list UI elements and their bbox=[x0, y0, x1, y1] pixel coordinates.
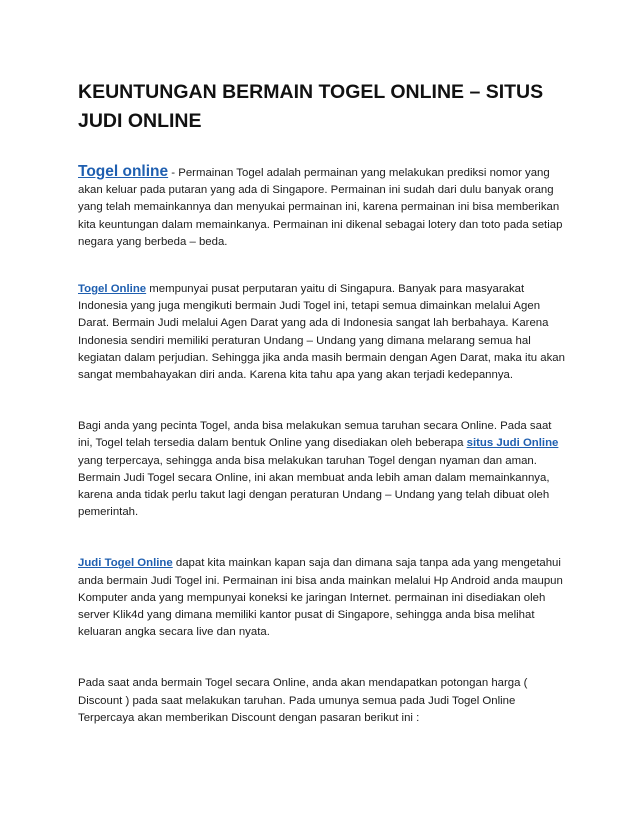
paragraph-text: yang terpercaya, sehingga anda bisa melakukan taruhan Togel dengan nyaman dan aman. Bermain Judi Togel secara Online, ini akan membuat anda lebih aman dalam memainkannya, karena anda tidak perlu takut lagi dengan peraturan Undang – Undang yang telah dibuat oleh pemerintah. bbox=[78, 454, 550, 519]
togel-online-link[interactable]: Togel online bbox=[78, 163, 169, 180]
togel-online-link-2[interactable]: Togel Online bbox=[78, 283, 147, 296]
paragraph-text: mempunyai pusat perputaran yaitu di Singapura. Banyak para masyarakat Indonesia yang juga mengikuti bermain Judi Togel ini, tetapi semua dimainkan melalui Agen Darat. Bermain Judi melalui Agen Darat yang ada di Indonesia sangat lah berbahaya. Karena Indonesia sendiri memiliki peraturan Undang – Undang yang dimana melarang semua hal kegiatan dalam perjudian. Sehingga jika anda masih bermain dengan Agen Darat, maka itu akan sangat membahayakan diri anda. Karena kita tahu apa yang akan terjadi kedepannya. bbox=[78, 283, 565, 382]
paragraph-pecinta-togel bbox=[78, 418, 568, 521]
paragraph-text: Pada saat anda bermain Togel secara Online, anda akan mendapatkan potongan harga ( Discount ) pada saat melakukan taruhan. Pada umunya semua pada Judi Togel Online Terpercaya akan memberikan Discount dengan pasaran berikut ini : bbox=[78, 677, 528, 724]
document-page bbox=[78, 78, 568, 727]
paragraph-judi-togel-online bbox=[78, 555, 568, 641]
document-title: KEUNTUNGAN BERMAIN TOGEL ONLINE – SITUS JUDI ONLINE bbox=[78, 81, 544, 132]
situs-judi-online-link[interactable]: situs Judi Online bbox=[466, 437, 559, 450]
paragraph-pusat-perputaran bbox=[78, 281, 568, 384]
paragraph-discount bbox=[78, 675, 568, 727]
paragraph-togel-online bbox=[78, 163, 568, 251]
judi-togel-online-link[interactable]: Judi Togel Online bbox=[78, 557, 173, 570]
paragraph-text-before: Bagi anda yang pecinta Togel, anda bisa melakukan semua taruhan secara Online. Pada saat ini, Togel telah tersedia dalam bentuk Online yang disediakan oleh beberapa bbox=[78, 420, 552, 450]
paragraph-text: dapat kita mainkan kapan saja dan dimana saja tanpa ada yang mengetahui anda bermain Judi Togel ini. Permainan ini bisa anda mainkan melalui Hp Android anda maupun Komputer anda yang mempunyai koneksi ke jaringan Internet. permainan ini disediakan oleh server Klik4d yang dimana memiliki kantor pusat di Singapore, sehingga anda bisa melihat keluaran angka secara live dan nyata. bbox=[78, 557, 563, 639]
paragraph-text: - Permainan Togel adalah permainan yang melakukan prediksi nomor yang akan keluar pada putaran yang ada di Singapore. Permainan ini sudah dari dulu banyak orang yang telah memainkannya dan menyukai permainan ini, karena permainan ini bisa memberikan kita keuntungan dalam memainkanya. Permainan ini dikenal sebagai lotery dan toto pada setiap negara yang berbeda – beda. bbox=[78, 167, 563, 248]
